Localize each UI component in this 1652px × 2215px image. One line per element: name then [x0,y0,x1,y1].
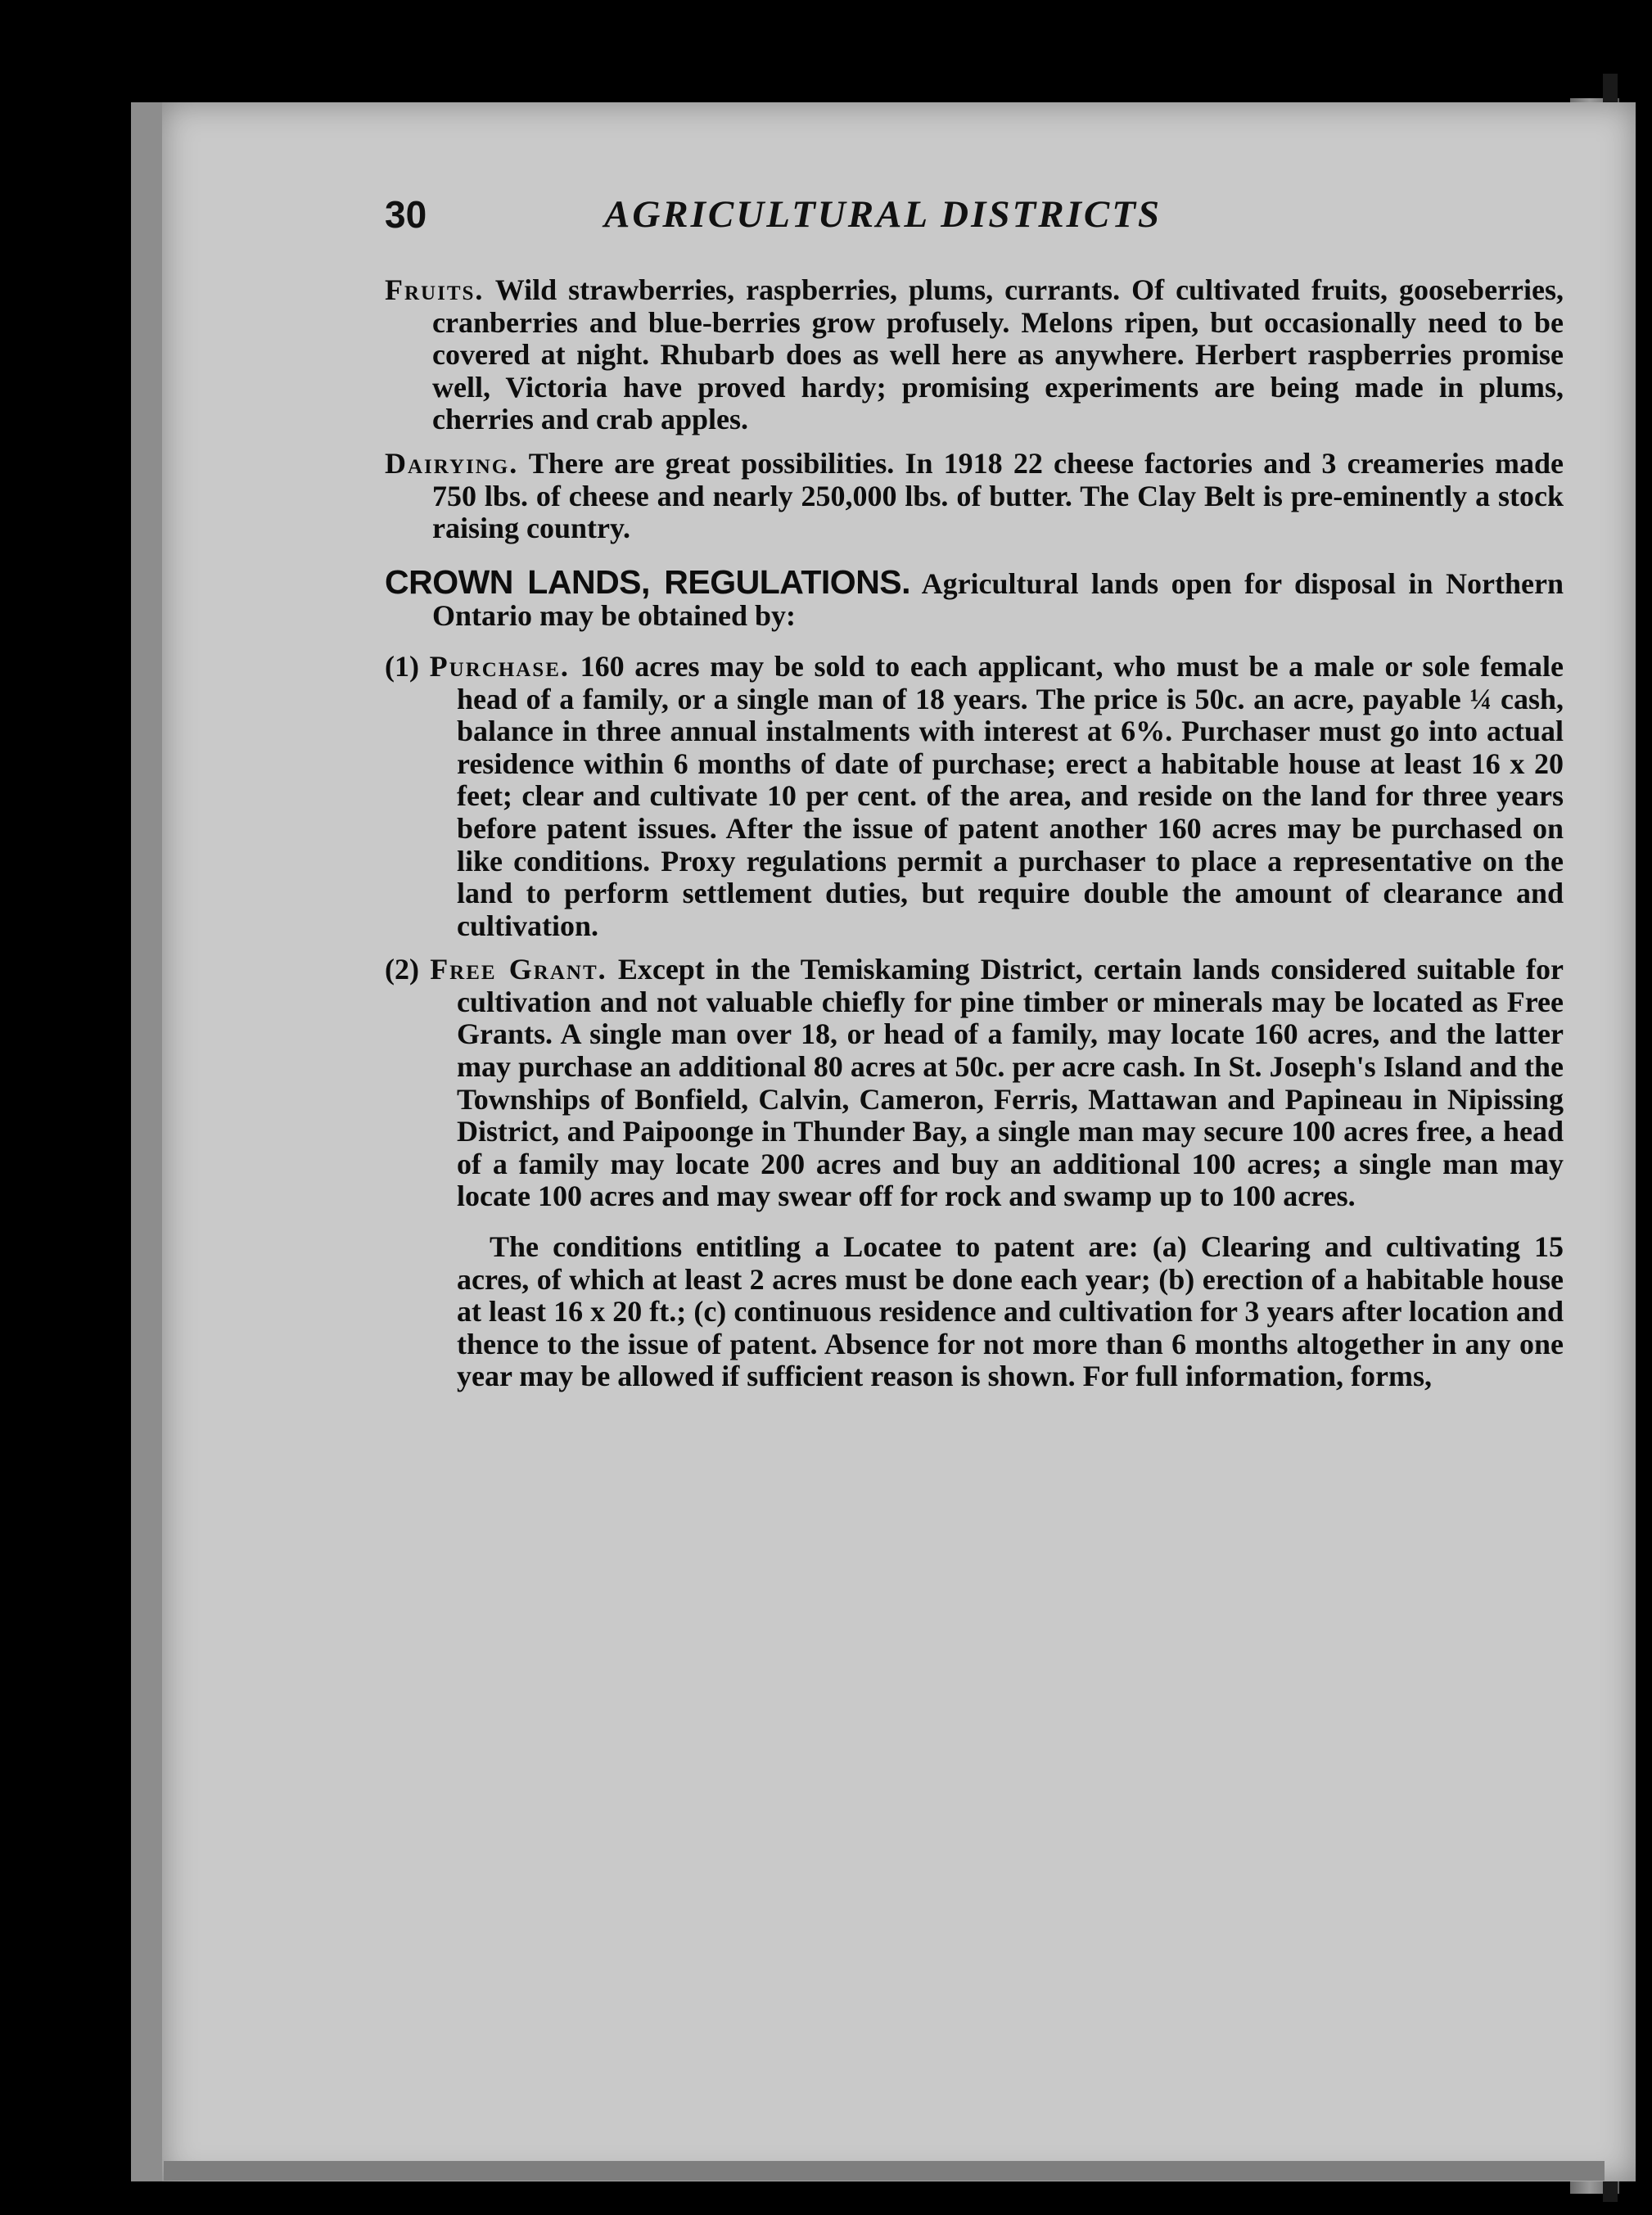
free-grant-number: (2) [385,953,419,986]
fruits-text: Wild strawberries, raspberries, plums, currants. Of cultivated fruits, gooseberries, cranberries and blue-berries grow profusely. Melons ripen, but occasionally need to be covered at night. Rhubarb does as well here as anywhere. Herbert raspberries promise well, Victoria have proved hardy; promising experiments are being made in plums, cherries and crab apples. [432,273,1564,436]
dairying-lead: Dairying. [385,446,519,480]
crown-lands-heading: CROWN LANDS, REGULATIONS. [385,562,911,601]
page-edge-bottom [164,2161,1605,2181]
dairying-paragraph [385,448,1564,545]
running-title: AGRICULTURAL DISTRICTS [604,193,1162,236]
conditions-paragraph [385,1231,1564,1393]
fruits-paragraph [385,274,1564,436]
purchase-text: 160 acres may be sold to each applicant, who must be a male or sole female head of a family, or a single man of 18 years. The price is 50c. an acre, payable ¼ cash, balance in three annual instalments with interest at 6%. Purchaser must go into actual residence within 6 months of date of purchase; erect a habitable house at least 16 x 20 feet; clear and cultivate 10 per cent. of the area, and reside on the land for three years before patent issues. After the issue of patent another 160 acres may be purchased on like conditions. Proxy regulations permit a purchaser to place a representative on the land to perform settlement duties, but require double the amount of clearance and cultivation. [457,649,1564,942]
crown-lands-paragraph [385,562,1564,633]
conditions-text: The conditions entitling a Locatee to patent are: (a) Clearing and cultivating 15 acres, of which at least 2 acres must be done each year; (b) erection of a habitable house at least 16 x 20 ft.; (c) continuous residence and cultivation for 3 years after location and thence to the issue of patent. Absence for not more than 6 months altogether in any one year may be allowed if sufficient reason is shown. For full information, forms, [457,1230,1564,1393]
purchase-number: (1) [385,649,419,683]
purchase-lead: Purchase. [429,649,570,683]
crown-lands-text: Agricultural lands open for disposal in Northern Ontario may be obtained by: [432,566,1564,633]
purchase-paragraph [385,651,1564,942]
fruits-lead: Fruits. [385,273,485,306]
running-head [385,192,1555,241]
page-body [385,274,1564,1393]
dairying-text: There are great possibilities. In 1918 22 cheese factories and 3 creameries made 750 lbs. of cheese and nearly 250,000 lbs. of butter. The Clay Belt is pre-eminently a stock raising country. [432,446,1564,545]
free-grant-paragraph [385,954,1564,1213]
free-grant-lead: Free Grant. [430,953,607,986]
page-number: 30 [385,193,427,236]
free-grant-text: Except in the Temiskaming District, certain lands considered suitable for cultivation and not valuable chiefly for pine timber or minerals may be located as Free Grants. A single man over 18, or head of a family, may locate 160 acres, and the latter may purchase an additional 80 acres at 50c. per acre cash. In St. Joseph's Island and the Townships of Bonfield, Calvin, Cameron, Ferris, Mattawan and Papineau in Nipissing District, and Paipoonge in Thunder Bay, a single man may secure 100 acres free, a head of a family may locate 200 acres and buy an additional 100 acres; a single man may locate 100 acres and may swear off for rock and swamp up to 100 acres. [457,953,1564,1213]
